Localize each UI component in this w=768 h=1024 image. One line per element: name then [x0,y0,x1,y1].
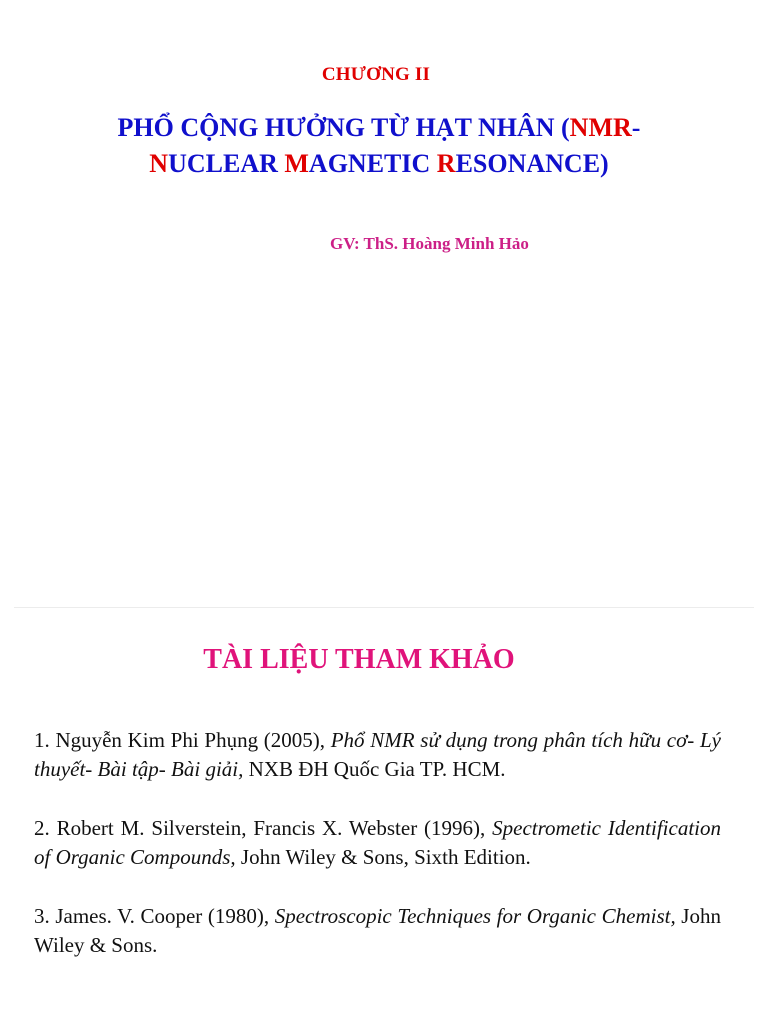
reference-item [34,814,721,872]
chapter-label: CHƯƠNG II [321,64,431,85]
reference-publisher: NXB ĐH Quốc Gia TP. HCM. [243,757,506,781]
slide-references [0,610,768,1024]
title-line-1 [0,110,758,146]
reference-item [34,902,721,960]
references-list [34,726,721,990]
reference-author: 1. Nguyễn Kim Phi Phụng (2005), [34,728,331,752]
reference-title: Phổ NMR sử dụng trong phân tích hữu cơ- Lý thuyết- Bài tập- Bài giải, [34,728,722,781]
references-heading: TÀI LIỆU THAM KHẢO [203,644,515,675]
slide-divider [14,607,754,608]
title-line-2 [0,146,758,182]
title-text: PHỔ CỘNG HƯỞNG TỪ HẠT NHÂN ( [117,113,570,142]
title-word-resonance: ESONANCE) [455,149,609,178]
lecturer-name: GV: ThS. Hoàng Minh Hảo [330,234,529,253]
title-initial-r: R [436,149,456,178]
reference-title: Spectroscopic Techniques for Organic Chemist, [274,904,676,928]
reference-title: Spectrometic Identification of Organic Compounds, [34,816,721,869]
reference-author: 3. James. V. Cooper (1980), [34,904,275,928]
reference-publisher: John Wiley & Sons. [34,904,721,957]
title-initial-m: M [284,149,309,178]
title-dash: - [631,113,641,142]
title-word-nuclear: UCLEAR [168,149,285,178]
title-initial-n: N [149,149,169,178]
title-word-magnetic: AGNETIC [308,149,437,178]
chapter-title [0,110,758,182]
reference-author: 2. Robert M. Silverstein, Francis X. Webster (1996), [34,816,493,840]
reference-item [34,726,721,784]
title-nmr: NMR [569,113,632,142]
reference-publisher: John Wiley & Sons, Sixth Edition. [235,845,531,869]
